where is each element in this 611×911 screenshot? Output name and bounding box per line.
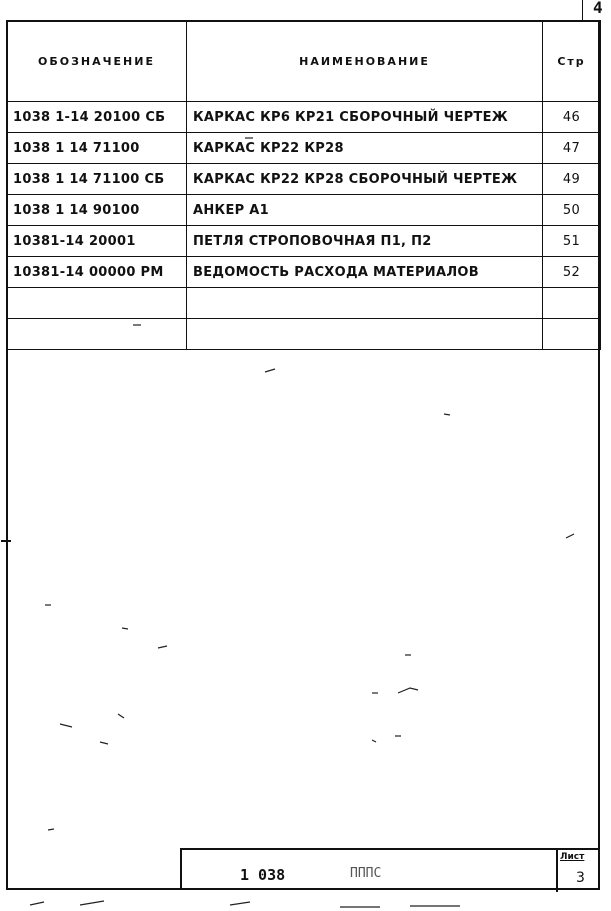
- speck: [398, 688, 418, 693]
- row-designation: 1038 1 14 90100: [7, 195, 187, 226]
- speck: [30, 901, 250, 905]
- speck: [122, 628, 128, 629]
- row-name: КАРКАС КР22 КР28 СБОРОЧНЫЙ ЧЕРТЕЖ: [187, 164, 543, 195]
- row-page: 51: [543, 226, 601, 257]
- row-name: ВЕДОМОСТЬ РАСХОДА МАТЕРИАЛОВ: [187, 257, 543, 288]
- speck: [566, 534, 574, 538]
- row-designation: 10381-14 00000 РМ: [7, 257, 187, 288]
- header-name: НАИМЕНОВАНИЕ: [187, 21, 543, 102]
- row-designation: 1038 1 14 71100 СБ: [7, 164, 187, 195]
- sheet-box: [556, 850, 600, 892]
- speck: [158, 646, 167, 648]
- speck: [372, 740, 376, 742]
- speck: [48, 829, 54, 830]
- row-page: 50: [543, 195, 601, 226]
- speck: [100, 742, 108, 744]
- speck: [340, 906, 460, 907]
- row-page: 49: [543, 164, 601, 195]
- title-block: [180, 848, 600, 890]
- row-designation: 10381-14 20001: [7, 226, 187, 257]
- row-name: АНКЕР А1: [187, 195, 543, 226]
- speck: [118, 714, 124, 718]
- row-designation: 1038 1 14 71100: [7, 133, 187, 164]
- row-name: КАРКАС КР22 КР28: [187, 133, 543, 164]
- row-name: КАРКАС КР6 КР21 СБОРОЧНЫЙ ЧЕРТЕЖ: [187, 102, 543, 133]
- speck: [60, 724, 72, 727]
- header-designation: ОБОЗНАЧЕНИЕ: [7, 21, 187, 102]
- row-page: 52: [543, 257, 601, 288]
- speck: [265, 369, 275, 372]
- page-number: 4: [593, 0, 603, 17]
- document-code: 1 038: [240, 866, 286, 884]
- row-page: 47: [543, 133, 601, 164]
- sheet-number: 3: [576, 870, 585, 886]
- row-page: 46: [543, 102, 601, 133]
- row-designation: 1038 1-14 20100 СБ: [7, 102, 187, 133]
- sheet-label: Лист: [560, 852, 585, 862]
- row-name: ПЕТЛЯ СТРОПОВОЧНАЯ П1, П2: [187, 226, 543, 257]
- speck: [444, 414, 450, 415]
- header-page: Стр: [543, 21, 601, 102]
- document-code-faint: ПППС: [350, 866, 382, 881]
